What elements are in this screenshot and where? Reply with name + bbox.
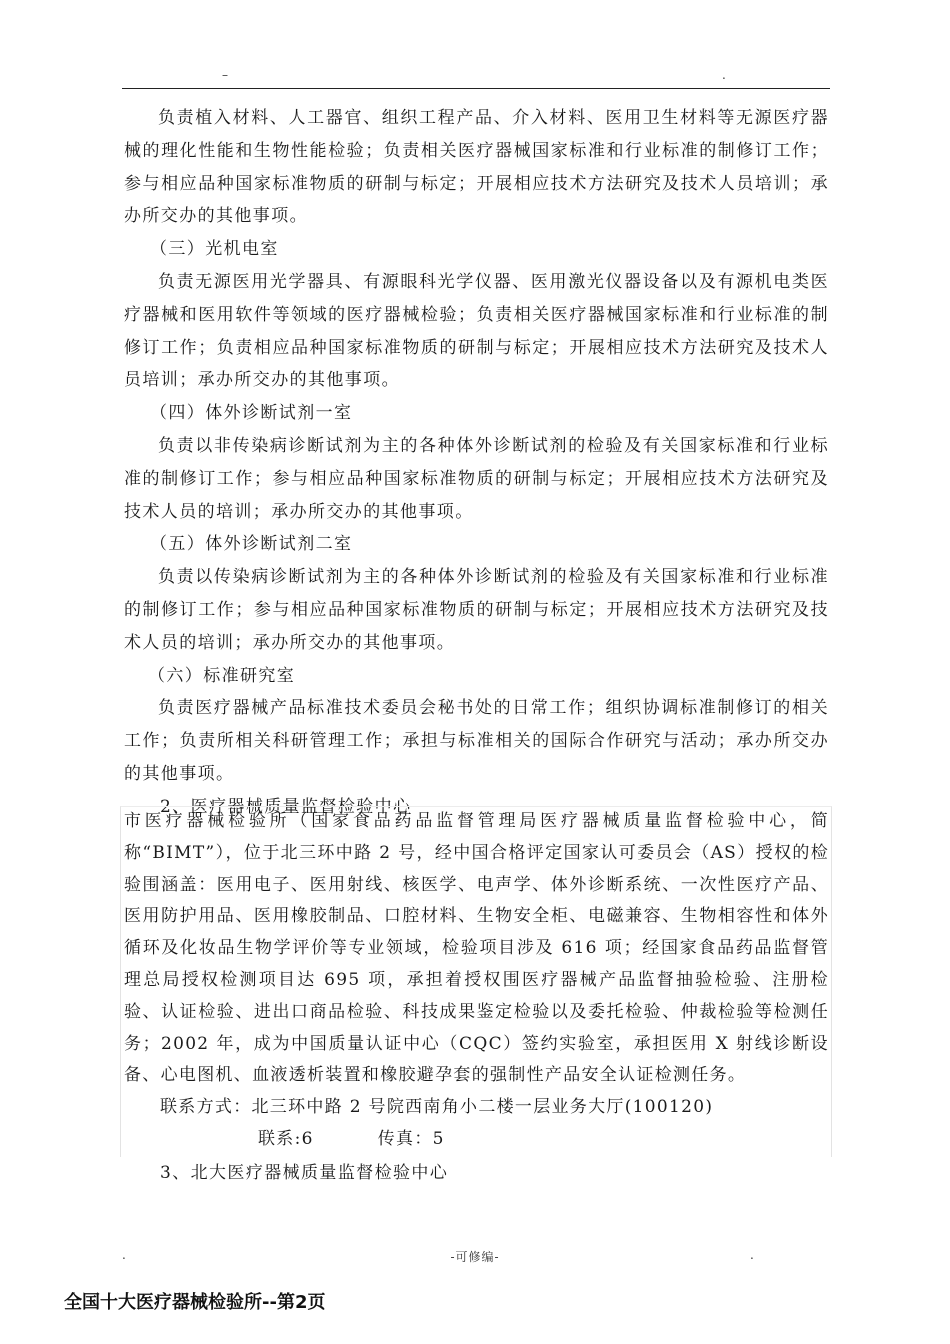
paragraph-ivd-room-2-duties: 负责以传染病诊断试剂为主的各种体外诊断试剂的检验及有关国家标准和行业标准的制修订工作；参与相应品种国家标准物质的研制与标定；开展相应技术方法研究及技术人员的培训；承办所交办的其他事项。 xyxy=(124,567,829,653)
document-body xyxy=(124,102,829,824)
heading-ivd-room-2: （五）体外诊断试剂二室 xyxy=(150,534,353,555)
header-right-mark: . xyxy=(722,68,726,82)
paragraph-materials-duties: 负责植入材料、人工器官、组织工程产品、介入材料、医用卫生材料等无源医疗器械的理化性能和生物性能检验；负责相关医疗器械国家标准和行业标准的制修订工作；参与相应品种国家标准物质的研制与标定；开展相应技术方法研究及技术人员培训；承办所交办的其他事项。 xyxy=(124,108,829,227)
paragraph-ivd-room-1-duties: 负责以非传染病诊断试剂为主的各种体外诊断试剂的检验及有关国家标准和行业标准的制修订工作；参与相应品种国家标准物质的研制与标定；开展相应技术方法研究及技术人员的培训；承办所交办的其他事项。 xyxy=(124,435,829,522)
footer-page-title: 全国十大医疗器械检验所--第2页 xyxy=(64,1292,326,1313)
heading-optomechanical-room: （三）光机电室 xyxy=(150,239,279,260)
contact-phone: 联系:6 xyxy=(258,1128,314,1149)
footer-right-dot: . xyxy=(750,1248,754,1262)
heading-standards-room: （六）标准研究室 xyxy=(148,665,296,686)
paragraph-standards-duties: 负责医疗器械产品标准技术委员会秘书处的日常工作；组织协调标准制修订的相关工作；负责所相关科研管理工作；承担与标准相关的国际合作研究与活动；承办所交办的其他事项。 xyxy=(124,698,829,784)
heading-center-2: 2、医疗器械质量监督检验中心 xyxy=(160,796,412,817)
header-rule xyxy=(122,88,830,89)
heading-ivd-room-1: （四）体外诊断试剂一室 xyxy=(150,403,353,424)
center-info-content xyxy=(124,806,829,1156)
contact-fax: 传真：5 xyxy=(377,1128,445,1149)
contact-phone-fax xyxy=(124,1124,829,1156)
paragraph-optomechanical-duties: 负责无源医用光学器具、有源眼科光学仪器、医用激光仪器设备以及有源机电类医疗器械和医用软件等领域的医疗器械检验；负责相关医疗器械国家标准和行业标准的制修订工作；负责相应品种国家标准物质的研制与标定；开展相应技术方法研究及技术人员培训；承办所交办的其他事项。 xyxy=(124,271,829,391)
heading-center-3: 3、北大医疗器械质量监督检验中心 xyxy=(160,1163,449,1183)
center-info-paragraph: 市医疗器械检验所（国家食品药品监督管理局医疗器械质量监督检验中心，简称“BIMT”），位于北三环中路 2 号，经中国合格评定国家认可委员会（AS）授权的检验围涵盖：医用电子、医用射线、核医学、电声学、体外诊断系统、一次性医疗产品、医用防护用品、医用橡胶制品、口腔材料、生物安全柜、电磁兼容、生物相容性和体外循环及化妆品生物学评价等专业领域，检验项目涉及 616 项；经国家食品药品监督管理总局授权检测项目达 695 项，承担着授权围医疗器械产品监督抽验检验、注册检验、认证检验、进出口商品检验、科技成果鉴定检验以及委托检验、仲裁检验等检测任务；2002 年，成为中国质量认证中心（CQC）签约实验室，承担医用 X 射线诊断设备、心电图机、血液透析装置和橡胶避孕套的强制性产品安全认证检测任务。 xyxy=(124,811,829,1086)
footer-center-label: -可修编- xyxy=(450,1250,500,1264)
footer-left-dot: . xyxy=(122,1248,126,1262)
contact-address: 联系方式：北三环中路 2 号院西南角小二楼一层业务大厅(100120) xyxy=(160,1097,714,1118)
header-left-mark: – xyxy=(222,68,228,82)
